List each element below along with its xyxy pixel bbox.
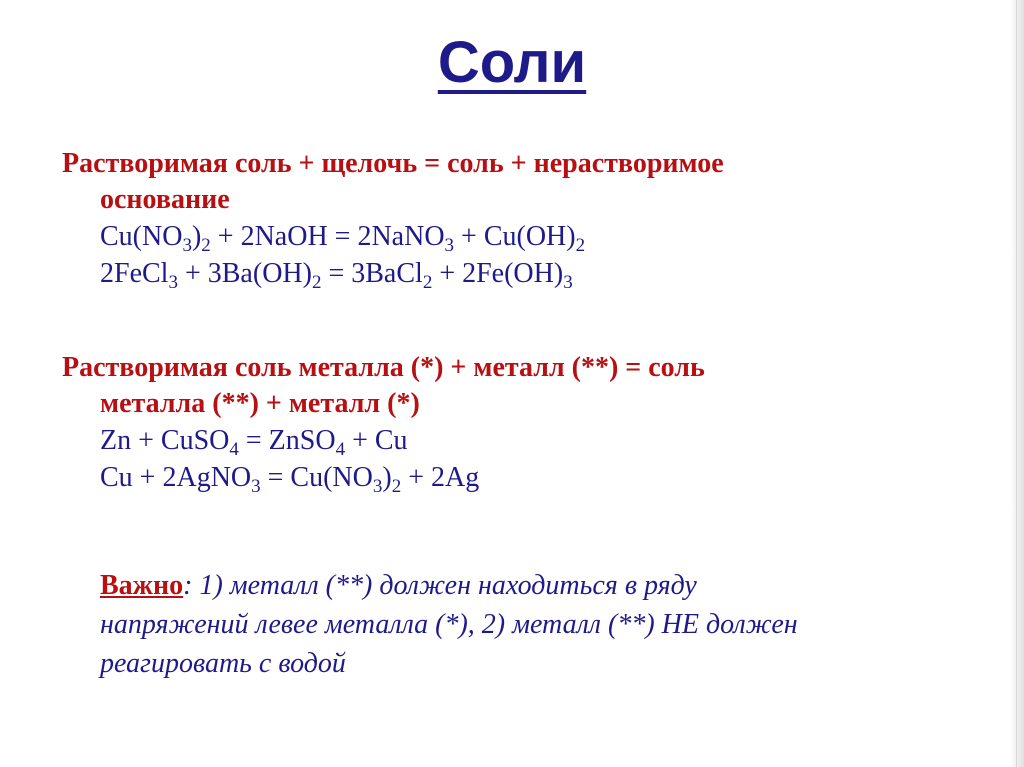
equation-iron-chloride-baoh: 2FeCl$_3$ + $3Ba(OH)_2$ = 3BaCl$_2$ + $2Fe(OH)_3$ [100, 258, 573, 293]
section-soluble-salt-metal [62, 350, 962, 496]
section2-heading-line2: металла (**) + металл (*) [100, 388, 420, 419]
slide-edge-line [1016, 0, 1017, 767]
note-line1 [100, 566, 980, 605]
slide-title: Соли [437, 30, 587, 95]
section-soluble-salt-alkali [62, 146, 962, 292]
note-text-line3: реагировать с водой [100, 648, 346, 679]
important-note [100, 566, 980, 683]
slide-edge-shadow [1010, 0, 1024, 767]
equation-copper-nitrate-naoh: $Cu(NO_3)_2$ + 2NaOH = 2NaNO$_3$ + $Cu(OH)_2$ [100, 221, 586, 256]
section1-heading-line1: Растворимая соль + щелочь = соль + нерастворимое [62, 148, 724, 179]
note-text-line1: : 1) металл (**) должен находиться в ряду [183, 570, 697, 601]
note-label: Важно [100, 570, 184, 601]
equation-zinc-copper-sulfate: Zn + CuSO$_4$ = ZnSO$_4$ + Cu [100, 425, 408, 460]
note-text-line2: напряжений левее металла (*), 2) металл (**) НЕ должен [100, 609, 798, 640]
section1-heading-line2: основание [100, 184, 230, 215]
section2-heading-line1: Растворимая соль металла (*) + металл (**) = соль [62, 352, 705, 383]
equation-copper-silver-nitrate: Cu + 2AgNO$_3$ = $Cu(NO_3)_2 + 2Ag$ [100, 462, 480, 497]
